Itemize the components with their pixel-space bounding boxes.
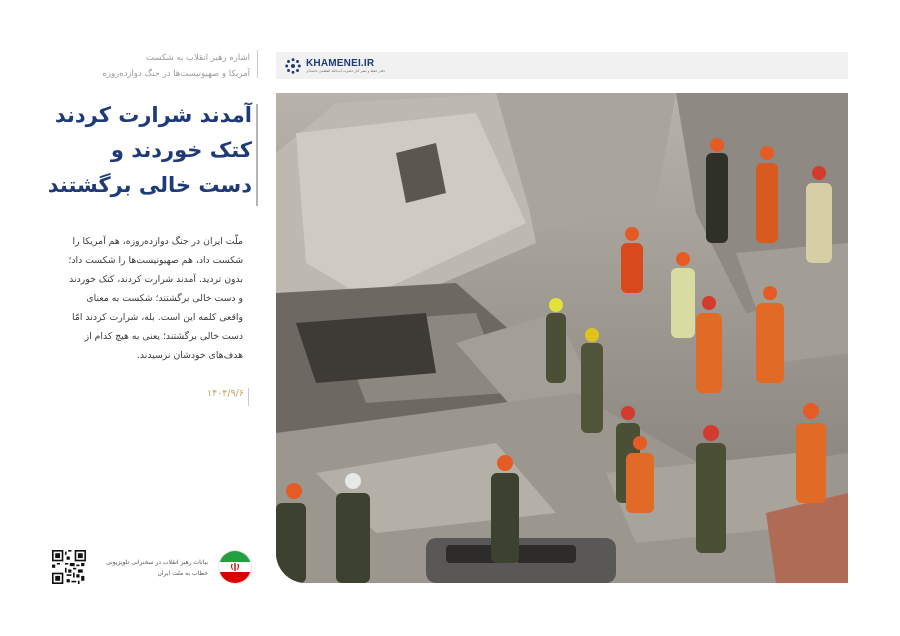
body-line: هدف‌های خودشان نرسیدند. bbox=[136, 350, 243, 361]
source-line-2: خطاب به ملت ایران bbox=[157, 570, 208, 577]
date: ۱۴۰۴/۹/۶ bbox=[206, 388, 244, 399]
kicker-line-2: آمریکا و صهیونیست‌ها در جنگ دوازده‌روزه bbox=[102, 69, 250, 79]
source-line-1: بیانات رهبر انقلاب در سخنرانی تلویزیونی bbox=[106, 559, 208, 566]
rubble-rescue-photo bbox=[276, 93, 848, 583]
kicker bbox=[80, 50, 250, 82]
khamenei-logo-icon bbox=[284, 57, 302, 75]
kicker-line-1: اشاره رهبر انقلاب به شکست bbox=[145, 53, 250, 63]
source-caption bbox=[98, 557, 208, 579]
qr-code-icon[interactable] bbox=[52, 550, 86, 584]
headline-divider bbox=[256, 104, 258, 206]
body-text bbox=[18, 232, 243, 365]
body-line: ملّت ایران در جنگ دوازده‌روزه، هم آمریکا را bbox=[72, 236, 243, 247]
date-divider bbox=[248, 388, 249, 406]
body-line: و دست خالی برگشتند؛ شکست به معنای bbox=[86, 293, 243, 304]
brand-bar bbox=[276, 52, 848, 79]
brand-name: KHAMENEI.IR bbox=[306, 57, 375, 69]
kicker-divider bbox=[257, 50, 258, 78]
body-line: واقعی کلمه این است. بله، شرارت کردند امّا bbox=[72, 312, 243, 323]
headline-line-2: کتک خوردند و bbox=[110, 138, 252, 162]
body-line: بدون تردید. آمدند شرارت کردند، کتک خوردند bbox=[69, 274, 243, 285]
iran-flag-emblem-icon bbox=[218, 550, 252, 584]
brand-subtitle: دفتر حفظ و نشر آثار حضرت آیت‌الله العظمی خامنه‌ای bbox=[306, 68, 385, 73]
headline bbox=[30, 98, 252, 203]
body-line: دست خالی برگشتند؛ یعنی به هیچ کدام از bbox=[84, 331, 243, 342]
headline-line-1: آمدند شرارت کردند bbox=[54, 103, 252, 127]
headline-line-3: دست خالی برگشتند bbox=[47, 173, 252, 197]
brand[interactable] bbox=[284, 56, 385, 76]
body-line: شکست داد، هم صهیونیست‌ها را شکست داد؛ bbox=[68, 255, 243, 266]
